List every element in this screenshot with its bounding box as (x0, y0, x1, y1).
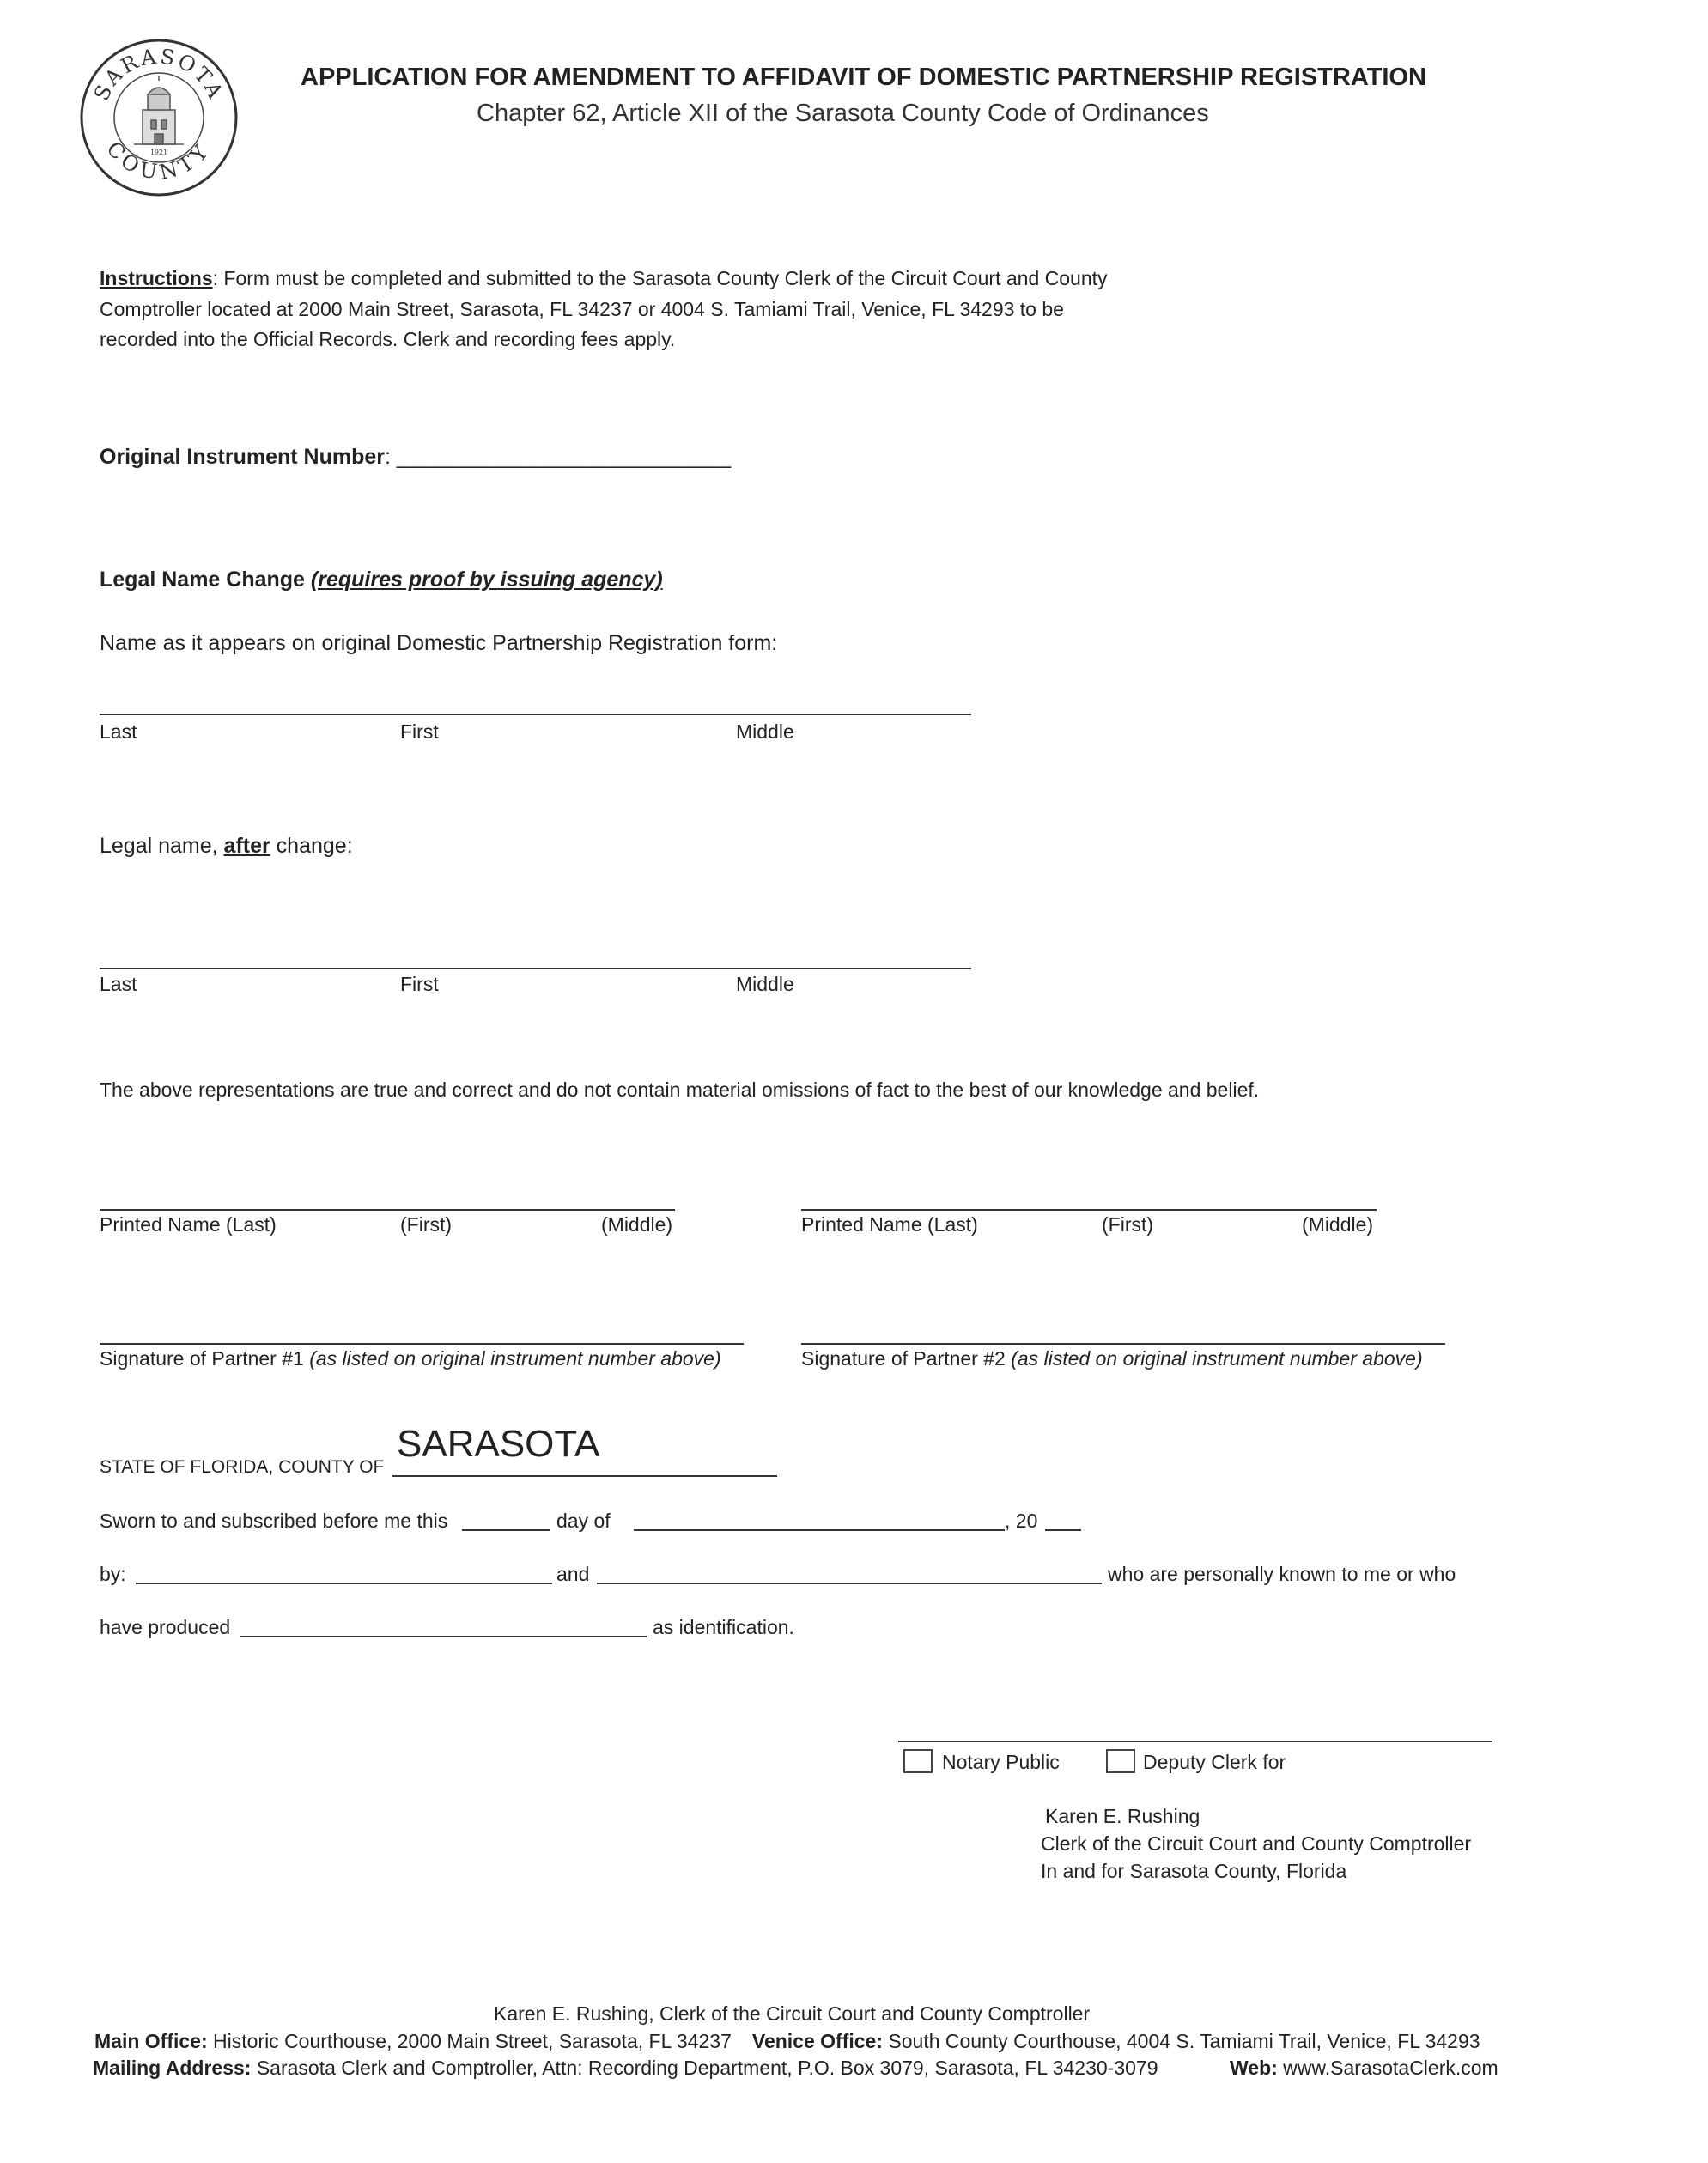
instructions-line-3: recorded into the Official Records. Clerk and recording fees apply. (100, 328, 676, 350)
seal-top-text: SARASOTA (88, 44, 228, 105)
clerk-county: In and for Sarasota County, Florida (1041, 1860, 1347, 1882)
footer-venice-label: Venice Office: (751, 2030, 884, 2052)
after-name-first-label: First (400, 973, 439, 995)
footer-web-link[interactable]: www.SarasotaClerk.com (1277, 2057, 1498, 2079)
instructions-label: Instructions (100, 267, 213, 289)
printed-name-line-2[interactable] (801, 1209, 1377, 1211)
county-value[interactable]: SARASOTA (397, 1423, 600, 1465)
county-line (392, 1475, 777, 1477)
partner-2-label: Signature of Partner #2 (801, 1347, 1012, 1370)
partner-2-note: (as listed on original instrument number above) (1011, 1347, 1423, 1370)
original-name-first-label: First (400, 720, 439, 743)
printed-name-2-last: Printed Name (Last) (801, 1213, 978, 1236)
identification-text: as identification. (653, 1616, 794, 1638)
sworn-month-line[interactable] (634, 1529, 1005, 1531)
after-word: after (223, 834, 270, 858)
footer-offices (94, 2028, 1480, 2054)
sworn-day-of: day of (556, 1510, 611, 1532)
printed-name-2-middle: (Middle) (1302, 1213, 1374, 1236)
seal-year: 1921 (149, 149, 168, 156)
footer-web-label: Web: (1230, 2057, 1278, 2079)
footer-main-label: Main Office: (94, 2030, 208, 2052)
notary-public-checkbox[interactable] (903, 1749, 933, 1773)
printed-name-line-1[interactable] (100, 1209, 675, 1211)
after-suffix: change: (270, 834, 353, 858)
after-name-middle-label: Middle (736, 973, 794, 995)
partner-1-label: Signature of Partner #1 (100, 1347, 310, 1370)
original-name-prompt: Name as it appears on original Domestic Partnership Registration form: (100, 631, 778, 655)
notary-signature-line[interactable] (898, 1741, 1492, 1742)
footer-mailing-label: Mailing Address: (93, 2057, 252, 2079)
proof-note: (requires proof by issuing agency) (310, 568, 663, 592)
notary-public-label: Notary Public (942, 1751, 1060, 1773)
legal-name-change-heading (100, 566, 663, 593)
by-label: by: (100, 1563, 126, 1585)
original-name-line[interactable] (100, 714, 971, 715)
partner-1-note: (as listed on original instrument number above) (309, 1347, 721, 1370)
footer-mailing-text: Sarasota Clerk and Comptroller, Attn: Recording Department, P.O. Box 3079, Sarasota, FL 34230-3079 (251, 2057, 1158, 2079)
signature-partner-1-label (100, 1346, 721, 1371)
after-name-line[interactable] (100, 968, 971, 969)
original-instrument-blank[interactable]: : ____________________________ (384, 445, 732, 469)
legal-name-change-title: Legal Name Change (100, 568, 311, 592)
after-prefix: Legal name, (100, 834, 224, 858)
printed-name-1-middle: (Middle) (601, 1213, 673, 1236)
form-title: APPLICATION FOR AMENDMENT TO AFFIDAVIT OF DOMESTIC PARTNERSHIP REGISTRATION (301, 64, 1426, 91)
deputy-clerk-label: Deputy Clerk for (1143, 1751, 1286, 1773)
printed-name-1-first: (First) (400, 1213, 453, 1236)
sworn-year-line[interactable] (1045, 1529, 1081, 1531)
by-line-2[interactable] (597, 1583, 1102, 1584)
after-name-last-label: Last (100, 973, 137, 995)
sworn-year-prefix: , 20 (1005, 1510, 1038, 1532)
original-instrument-label: Original Instrument Number (100, 445, 385, 469)
after-change-prompt (100, 832, 353, 860)
produced-line[interactable] (240, 1636, 647, 1637)
sworn-prefix: Sworn to and subscribed before me this (100, 1510, 448, 1532)
signature-line-partner-1[interactable] (100, 1343, 744, 1345)
clerk-title: Clerk of the Circuit Court and County Comptroller (1041, 1832, 1472, 1855)
original-name-last-label: Last (100, 720, 137, 743)
by-line-1[interactable] (136, 1583, 552, 1584)
clerk-name: Karen E. Rushing (1045, 1805, 1200, 1827)
produced-label: have produced (100, 1616, 231, 1638)
instructions-line-1 (100, 265, 1108, 291)
attestation-text: The above representations are true and correct and do not contain material omissions of fact to the best of our knowledge and belief. (100, 1078, 1260, 1101)
state-county-label: STATE OF FLORIDA, COUNTY OF (100, 1457, 385, 1477)
footer-web[interactable] (1230, 2055, 1498, 2081)
deputy-clerk-checkbox[interactable] (1106, 1749, 1135, 1773)
seal-bottom-text: COUNTY (101, 137, 216, 185)
original-name-middle-label: Middle (736, 720, 794, 743)
instructions-line-2: Comptroller located at 2000 Main Street, Sarasota, FL 34237 or 4004 S. Tamiami Trail, Venice, FL 34293 to be (100, 298, 1064, 320)
footer-main-text: Historic Courthouse, 2000 Main Street, Sarasota, FL 34237 (207, 2030, 732, 2052)
form-subtitle: Chapter 62, Article XII of the Sarasota County Code of Ordinances (477, 100, 1209, 127)
signature-line-partner-2[interactable] (801, 1343, 1445, 1345)
footer-venice-text: South County Courthouse, 4004 S. Tamiami Trail, Venice, FL 34293 (883, 2030, 1480, 2052)
known-text: who are personally known to me or who (1108, 1563, 1456, 1585)
footer-mailing (93, 2055, 1158, 2081)
and-label: and (556, 1563, 590, 1585)
sworn-day-line[interactable] (462, 1529, 550, 1531)
footer-clerk-line: Karen E. Rushing, Clerk of the Circuit Court and County Comptroller (494, 2002, 1091, 2025)
courthouse-icon (134, 76, 184, 144)
printed-name-1-last: Printed Name (Last) (100, 1213, 277, 1236)
instructions-text-1: : Form must be completed and submitted to the Sarasota County Clerk of the Circuit Court and County (212, 267, 1108, 289)
original-instrument-field[interactable] (100, 443, 731, 471)
signature-partner-2-label (801, 1346, 1423, 1371)
county-seal (79, 38, 239, 197)
printed-name-2-first: (First) (1102, 1213, 1154, 1236)
